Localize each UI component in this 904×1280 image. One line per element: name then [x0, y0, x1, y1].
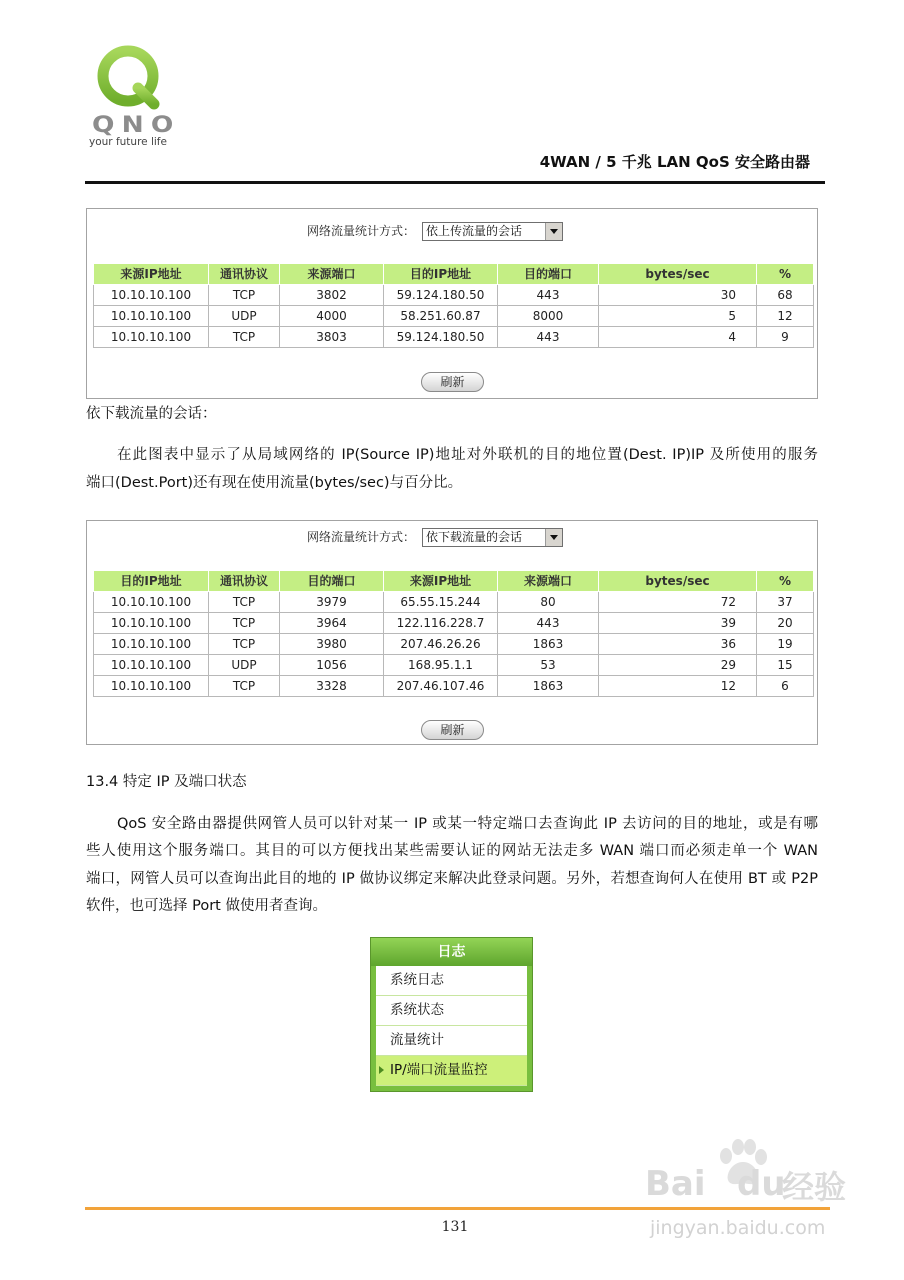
table-cell: 3803 — [280, 327, 384, 348]
chevron-down-icon[interactable] — [545, 223, 562, 240]
table-cell: 10.10.10.100 — [94, 306, 209, 327]
menu-item-label: 系统日志 — [390, 972, 444, 988]
table-cell: 20 — [757, 613, 814, 634]
table-cell: 3980 — [280, 634, 384, 655]
table-row — [94, 634, 814, 655]
footer-divider — [85, 1207, 830, 1210]
page-number: 131 — [441, 1219, 469, 1235]
column-header: 来源IP地址 — [384, 571, 498, 592]
table-cell: 168.95.1.1 — [384, 655, 498, 676]
column-header: 通讯协议 — [209, 571, 280, 592]
watermark-brand-left: Bai — [645, 1164, 706, 1204]
menu-item-label: 流量统计 — [390, 1032, 444, 1048]
column-header: 目的端口 — [498, 264, 599, 285]
table-cell: 58.251.60.87 — [384, 306, 498, 327]
menu-item-label: IP/端口流量监控 — [390, 1062, 488, 1078]
document-title: 4WAN / 5 千兆 LAN QoS 安全路由器 — [539, 153, 810, 171]
table-cell: 4000 — [280, 306, 384, 327]
section-line: QoS 安全路由器提供网管人员可以针对某一 IP 或某一特定端口去查询此 IP 去访问的目的地址，或是有哪 — [117, 816, 818, 832]
column-header: 来源端口 — [498, 571, 599, 592]
table-cell: 5 — [599, 306, 757, 327]
table-cell: 6 — [757, 676, 814, 697]
chevron-down-icon[interactable] — [545, 529, 562, 546]
table-cell: 1056 — [280, 655, 384, 676]
table-cell: 4 — [599, 327, 757, 348]
section-line: 端口，网管人员可以查询出此目的地的 IP 做协议绑定来解决此登录问题。另外，若想查询何人在使用 BT 或 P2P — [86, 871, 818, 887]
table-cell: 443 — [498, 285, 599, 306]
column-header: 来源IP地址 — [94, 264, 209, 285]
qno-logo-icon — [90, 40, 170, 115]
table-row — [94, 676, 814, 697]
table-cell: 68 — [757, 285, 814, 306]
table-row — [94, 306, 814, 327]
table-cell: TCP — [209, 613, 280, 634]
menu-item[interactable] — [376, 1026, 527, 1056]
table-cell: 19 — [757, 634, 814, 655]
download-caption: 依下载流量的会话： — [86, 406, 217, 422]
column-header: 来源端口 — [280, 264, 384, 285]
table-cell: 10.10.10.100 — [94, 592, 209, 613]
description-line: 端口(Dest.Port)还有现在使用流量(bytes/sec)与百分比。 — [86, 475, 463, 491]
table-cell: 1863 — [498, 634, 599, 655]
watermark-brand-right: du — [737, 1164, 786, 1204]
table-cell: 10.10.10.100 — [94, 676, 209, 697]
download-sessions-table — [93, 570, 814, 697]
refresh-button[interactable]: 刷新 — [421, 720, 484, 740]
logo-brand-text: QNO — [92, 113, 181, 138]
table-cell: 1863 — [498, 676, 599, 697]
table-cell: 39 — [599, 613, 757, 634]
table-cell: 59.124.180.50 — [384, 285, 498, 306]
table-cell: 207.46.26.26 — [384, 634, 498, 655]
stat-mode-select[interactable] — [422, 528, 563, 547]
description-line: 在此图表中显示了从局域网络的 IP(Source IP)地址对外联机的目的地位置(Dest. IP)IP 及所使用的服务 — [117, 447, 818, 463]
column-header: 目的IP地址 — [384, 264, 498, 285]
table-cell: 12 — [757, 306, 814, 327]
table-cell: 3964 — [280, 613, 384, 634]
table-cell: 10.10.10.100 — [94, 634, 209, 655]
stat-mode-select[interactable] — [422, 222, 563, 241]
table-cell: 122.116.228.7 — [384, 613, 498, 634]
upload-sessions-table — [93, 263, 814, 348]
log-menu — [370, 937, 533, 1092]
table-cell: 10.10.10.100 — [94, 655, 209, 676]
table-cell: 10.10.10.100 — [94, 285, 209, 306]
menu-item[interactable] — [376, 966, 527, 996]
table-cell: 10.10.10.100 — [94, 327, 209, 348]
table-cell: 3328 — [280, 676, 384, 697]
table-cell: 3802 — [280, 285, 384, 306]
watermark-domain: jingyan.baidu.com — [650, 1217, 826, 1239]
column-header: bytes/sec — [599, 571, 757, 592]
table-cell: 3979 — [280, 592, 384, 613]
watermark-brand-cn: 经验 — [782, 1168, 847, 1206]
table-cell: 12 — [599, 676, 757, 697]
table-header-row — [94, 571, 814, 592]
menu-item[interactable] — [376, 1056, 527, 1086]
column-header: bytes/sec — [599, 264, 757, 285]
table-cell: UDP — [209, 306, 280, 327]
table-cell: 15 — [757, 655, 814, 676]
table-cell: 72 — [599, 592, 757, 613]
table-cell: TCP — [209, 592, 280, 613]
stat-mode-value: 依上传流量的会话 — [426, 224, 523, 238]
stat-mode-label: 网络流量统计方式： — [306, 530, 415, 544]
column-header: 通讯协议 — [209, 264, 280, 285]
table-row — [94, 613, 814, 634]
table-cell: 8000 — [498, 306, 599, 327]
table-cell: 29 — [599, 655, 757, 676]
table-cell: 37 — [757, 592, 814, 613]
table-cell: 443 — [498, 327, 599, 348]
table-cell: 80 — [498, 592, 599, 613]
table-cell: TCP — [209, 327, 280, 348]
column-header: % — [757, 571, 814, 592]
table-cell: 59.124.180.50 — [384, 327, 498, 348]
section-line: 些人使用这个服务端口。其目的可以方便找出某些需要认证的网站无法走多 WAN 端口而必须走单一个 WAN — [86, 843, 818, 859]
table-header-row — [94, 264, 814, 285]
menu-title: 日志 — [371, 938, 532, 966]
table-cell: 36 — [599, 634, 757, 655]
section-heading: 13.4 特定 IP 及端口状态 — [86, 774, 247, 790]
upload-traffic-panel — [86, 208, 818, 399]
caret-right-icon — [379, 1066, 384, 1074]
column-header: 目的端口 — [280, 571, 384, 592]
download-traffic-panel — [86, 520, 818, 745]
refresh-button[interactable]: 刷新 — [421, 372, 484, 392]
table-cell: 30 — [599, 285, 757, 306]
table-cell: 65.55.15.244 — [384, 592, 498, 613]
table-cell: 10.10.10.100 — [94, 613, 209, 634]
table-cell: UDP — [209, 655, 280, 676]
table-cell: 53 — [498, 655, 599, 676]
stat-mode-value: 依下载流量的会话 — [426, 530, 523, 544]
table-cell: TCP — [209, 285, 280, 306]
table-cell: 207.46.107.46 — [384, 676, 498, 697]
column-header: % — [757, 264, 814, 285]
table-row — [94, 285, 814, 306]
table-cell: 443 — [498, 613, 599, 634]
column-header: 目的IP地址 — [94, 571, 209, 592]
logo-tagline: your future life — [89, 136, 167, 148]
header-divider — [85, 181, 825, 184]
table-cell: TCP — [209, 676, 280, 697]
menu-item[interactable] — [376, 996, 527, 1026]
table-row — [94, 655, 814, 676]
menu-item-list — [376, 966, 527, 1086]
table-row — [94, 592, 814, 613]
table-cell: TCP — [209, 634, 280, 655]
table-row — [94, 327, 814, 348]
section-line: 软件，也可选择 Port 做使用者查询。 — [86, 898, 327, 914]
table-cell: 9 — [757, 327, 814, 348]
stat-mode-label: 网络流量统计方式： — [306, 224, 415, 238]
menu-item-label: 系统状态 — [390, 1002, 444, 1018]
